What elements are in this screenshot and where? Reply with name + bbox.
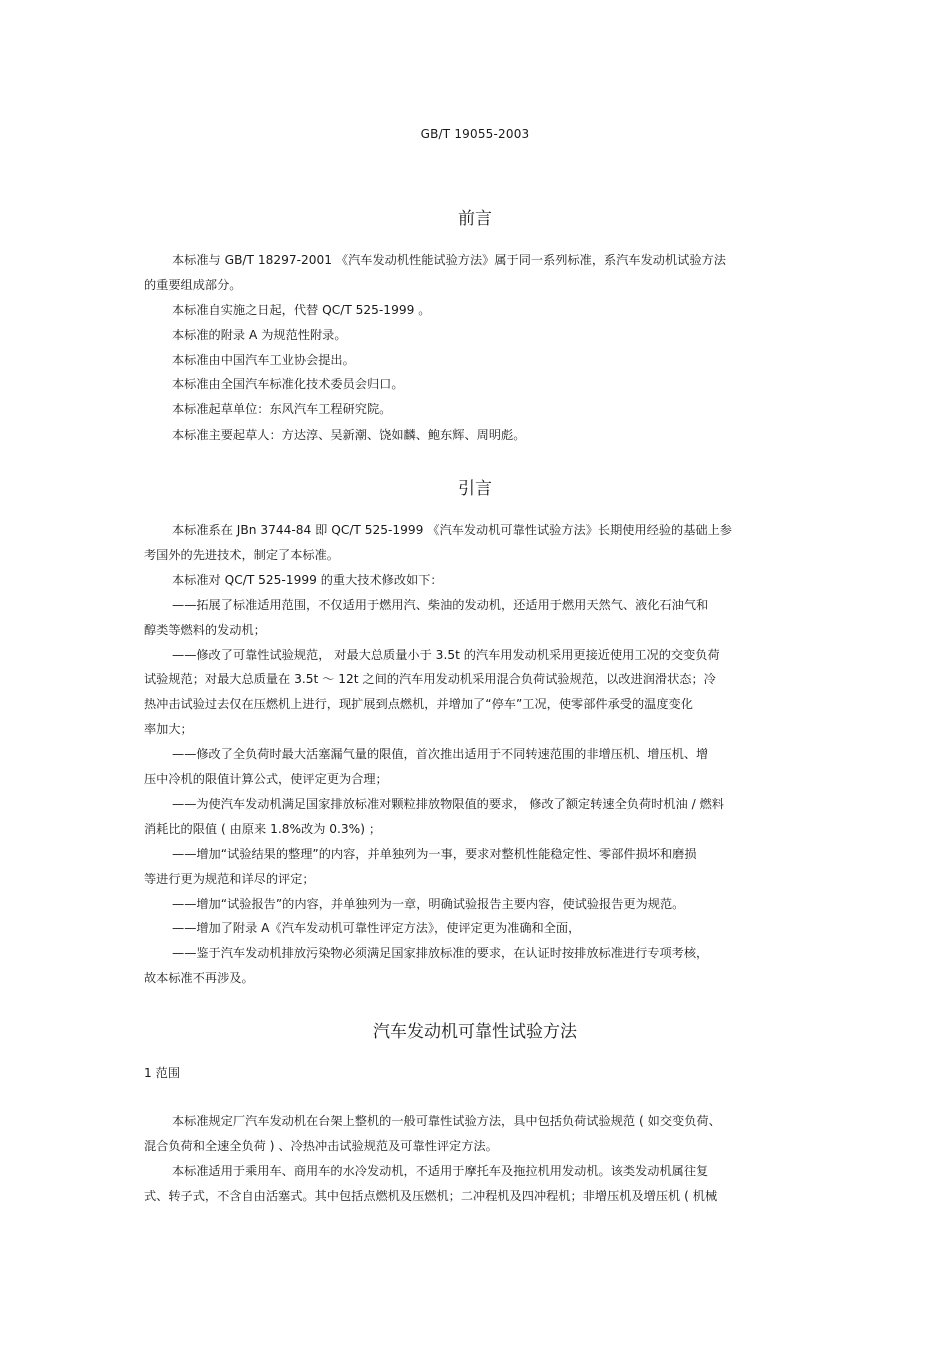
standard-code: GB/T 19055-2003: [420, 127, 530, 141]
preface-heading: 前言: [458, 209, 492, 229]
intro-line: 本标准系在 JBn 3744-84 即 QC/T 525-1999 《汽车发动机可靠性试验方法》长期使用经验的基础上参: [172, 523, 732, 537]
preface-line: 本标准由中国汽车工业协会提出。: [172, 353, 355, 367]
intro-line: 消耗比的限值 ( 由原来 1.8%改为 0.3%) ；: [144, 822, 382, 836]
intro-line: ——增加“试验报告”的内容，并单独列为一章，明确试验报告主要内容，使试验报告更为规范。: [172, 897, 685, 911]
preface-line: 本标准起草单位：东风汽车工程研究院。: [172, 402, 392, 416]
intro-line: ——修改了可靠性试验规范， 对最大总质量小于 3.5t 的汽车用发动机采用更接近使用工况的交变负荷: [172, 648, 720, 662]
preface-line: 本标准的附录 A 为规范性附录。: [172, 328, 347, 342]
intro-line: 压中冷机的限值计算公式，使评定更为合理；: [144, 772, 388, 786]
preface-line: 本标准主要起草人：方达淳、吴新潮、饶如麟、鲍东辉、周明彪。: [172, 428, 526, 442]
intro-line: 等进行更为规范和详尽的评定；: [144, 872, 315, 886]
intro-line: 试验规范；对最大总质量在 3.5t ～ 12t 之间的汽车用发动机采用混合负荷试验规范，以改进润滑状态；冷: [144, 672, 716, 686]
intro-line: ——修改了全负荷时最大活塞漏气量的限值，首次推出适用于不同转速范围的非增压机、增压机、增: [172, 747, 709, 761]
intro-line: ——拓展了标准适用范围，不仅适用于燃用汽、柴油的发动机，还适用于燃用天然气、液化石油气和: [172, 598, 709, 612]
scope-line: 式、转子式，不含自由活塞式。其中包括点燃机及压燃机；二冲程机及四冲程机；非增压机及增压机 ( 机械: [144, 1189, 718, 1203]
intro-line: ——增加“试验结果的整理”的内容，并单独列为一事，要求对整机性能稳定性、零部件损坏和磨损: [172, 847, 697, 861]
preface-line: 本标准自实施之日起，代替 QC/T 525-1999 。: [172, 303, 431, 317]
intro-line: 热冲击试验过去仅在压燃机上进行，现扩展到点燃机，并增加了“停车”工况，使零部件承受的温度变化: [144, 697, 693, 711]
scope-line: 本标准适用于乘用车、商用车的水冷发动机，不适用于摩托车及拖拉机用发动机。该类发动机属往复: [172, 1164, 709, 1178]
intro-line: ——为使汽车发动机满足国家排放标准对颗粒排放物限值的要求， 修改了额定转速全负荷时机油 / 燃料: [172, 797, 724, 811]
introduction-heading: 引言: [458, 479, 492, 499]
preface-line: 本标准与 GB/T 18297-2001 《汽车发动机性能试验方法》属于同一系列标准，系汽车发动机试验方法: [172, 253, 726, 267]
intro-line: 醇类等燃料的发动机；: [144, 623, 266, 637]
intro-line: ——增加了附录 A《汽车发动机可靠性评定方法》，使评定更为准确和全面，: [172, 921, 581, 935]
intro-line: 故本标准不再涉及。: [144, 971, 254, 985]
preface-line: 的重要组成部分。: [144, 278, 242, 292]
intro-line: 本标准对 QC/T 525-1999 的重大技术修改如下：: [172, 573, 443, 587]
intro-line: 率加大；: [144, 722, 193, 736]
scope-line: 本标准规定厂汽车发动机在台架上整机的一般可靠性试验方法，具中包括负荷试验规范 ( 如交变负荷、: [172, 1114, 721, 1128]
intro-line: ——鉴于汽车发动机排放污染物必须满足国家排放标准的要求，在认证时按排放标准进行专项考核，: [172, 946, 709, 960]
preface-line: 本标准由全国汽车标准化技术委员会归口。: [172, 377, 404, 391]
section-1-title: 1 范围: [144, 1066, 181, 1080]
document-title: 汽车发动机可靠性试验方法: [373, 1022, 577, 1042]
intro-line: 考国外的先进技术，制定了本标准。: [144, 548, 339, 562]
scope-line: 混合负荷和全速全负荷 ) 、冷热冲击试验规范及可靠性评定方法。: [144, 1139, 498, 1153]
